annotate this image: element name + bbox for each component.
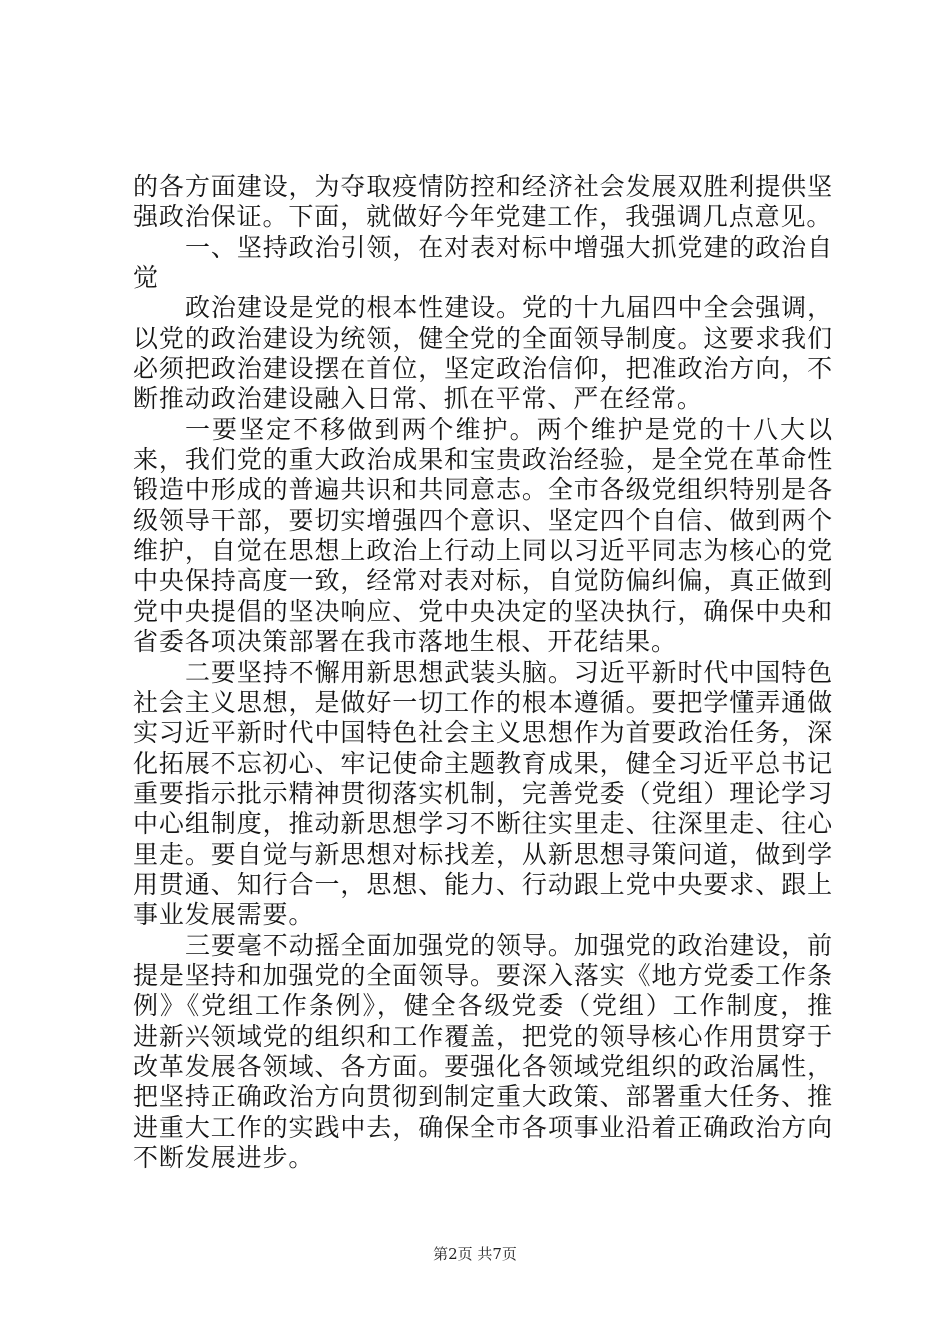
page-number-label: 第2页 共7页	[433, 1245, 517, 1263]
page-footer	[0, 1244, 950, 1264]
paragraph-3: 政治建设是党的根本性建设。党的十九届四中全会强调，以党的政治建设为统领，健全党的全面领导制度。这要求我们必须把政治建设摆在首位，坚定政治信仰，把准政治方向，不断推动政治建设融入日常、抓在平常、严在经常。	[133, 293, 833, 414]
paragraph-5: 二要坚持不懈用新思想武装头脑。习近平新时代中国特色社会主义思想，是做好一切工作的根本遵循。要把学懂弄通做实习近平新时代中国特色社会主义思想作为首要政治任务，深化拓展不忘初心、牢记使命主题教育成果，健全习近平总书记重要指示批示精神贯彻落实机制，完善党委（党组）理论学习中心组制度，推动新思想学习不断往实里走、往深里走、往心里走。要自觉与新思想对标找差，从新思想寻策问道，做到学用贯通、知行合一，思想、能力、行动跟上党中央要求、跟上事业发展需要。	[133, 657, 833, 930]
section-heading-1: 一、坚持政治引领，在对表对标中增强大抓党建的政治自觉	[133, 232, 833, 293]
paragraph-6: 三要毫不动摇全面加强党的领导。加强党的政治建设，前提是坚持和加强党的全面领导。要深入落实《地方党委工作条例》《党组工作条例》，健全各级党委（党组）工作制度，推进新兴领域党的组织和工作覆盖，把党的领导核心作用贯穿于改革发展各领域、各方面。要强化各领域党组织的政治属性，把坚持正确政治方向贯彻到制定重大政策、部署重大任务、推进重大工作的实践中去，确保全市各项事业沿着正确政治方向不断发展进步。	[133, 930, 833, 1172]
document-body	[133, 172, 833, 1173]
paragraph-4: 一要坚定不移做到两个维护。两个维护是党的十八大以来，我们党的重大政治成果和宝贵政治经验，是全党在革命性锻造中形成的普遍共识和共同意志。全市各级党组织特别是各级领导干部，要切实增强四个意识、坚定四个自信、做到两个维护，自觉在思想上政治上行动上同以习近平同志为核心的党中央保持高度一致，经常对表对标，自觉防偏纠偏，真正做到党中央提倡的坚决响应、党中央决定的坚决执行，确保中央和省委各项决策部署在我市落地生根、开花结果。	[133, 414, 833, 657]
paragraph-1: 的各方面建设，为夺取疫情防控和经济社会发展双胜利提供坚强政治保证。下面，就做好今年党建工作，我强调几点意见。	[133, 172, 833, 232]
